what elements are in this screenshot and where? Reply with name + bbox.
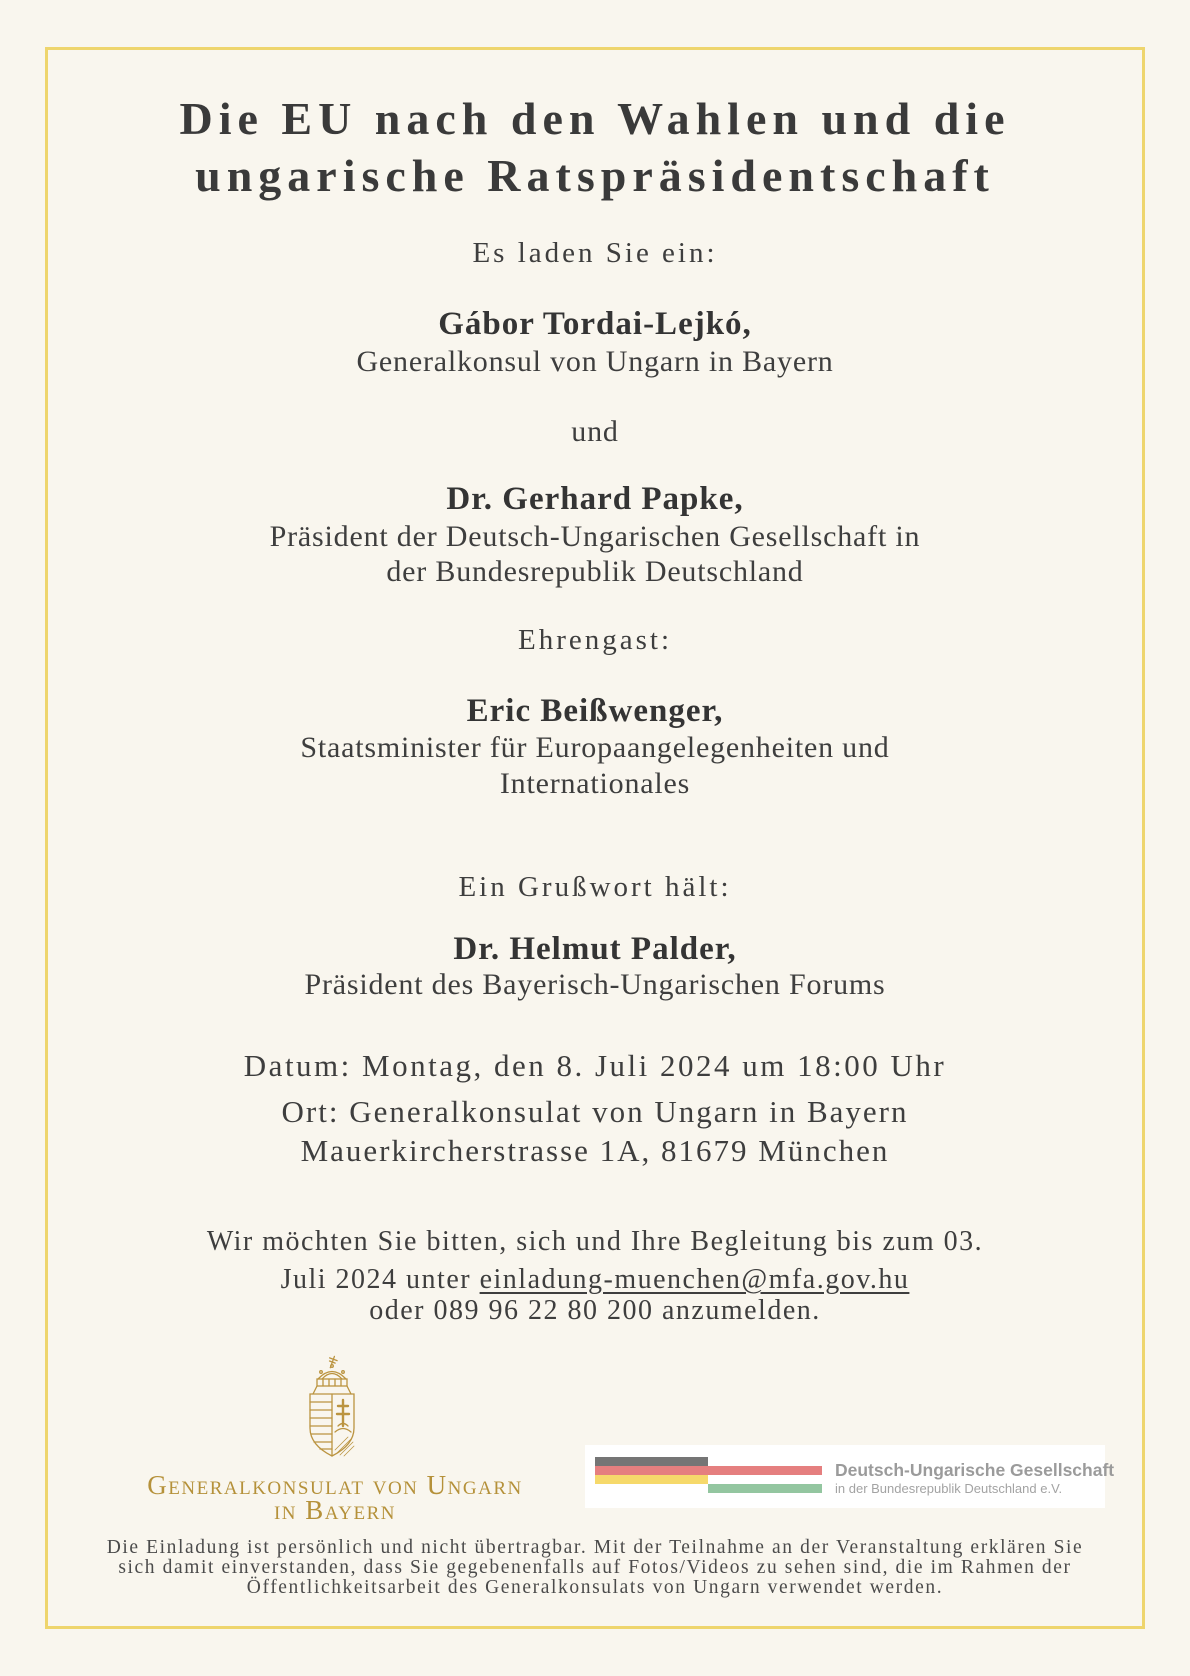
honor-label: Ehrengast: — [517, 624, 672, 656]
honor-guest-role — [0, 730, 1190, 802]
event-address: Mauerkircherstrasse 1A, 81679 München — [300, 1133, 890, 1168]
society-subtitle: in der Bundesrepublik Deutschland e.V. — [835, 1481, 1063, 1496]
host2-role-line1: Präsident der Deutsch-Ungarischen Gesellschaft in — [269, 520, 921, 553]
rsvp-line3: oder 089 96 22 80 200 anzumelden. — [369, 1295, 821, 1326]
consulate-name-line2: in Bayern — [273, 1495, 396, 1525]
page-title-line2: ungarische Ratspräsidentschaft — [195, 150, 995, 201]
greeting-label: Ein Grußwort hält: — [458, 871, 732, 903]
flag-stripe-gold — [595, 1475, 708, 1484]
honor-guest-name: Eric Beißwenger, — [466, 693, 724, 729]
event-date: Datum: Montag, den 8. Juli 2024 um 18:00 Uhr — [243, 1048, 947, 1083]
rsvp-line2 — [0, 1264, 1190, 1296]
footer-line2: sich damit einverstanden, dass Sie gegebenenfalls auf Fotos/Videos zu sehen sind, die im Rahmen der — [118, 1557, 1072, 1578]
page-title-line1: Die EU nach den Wahlen und die — [179, 93, 1011, 144]
host1-name: Gábor Tordai-Lejkó, — [438, 306, 752, 342]
rsvp-line2-prefix: Juli 2024 unter — [280, 1264, 480, 1295]
host2-role — [0, 519, 1190, 589]
host2-role-line2: der Bundesrepublik Deutschland — [386, 555, 804, 588]
consulate-name-line1: Generalkonsulat von Ungarn — [147, 1470, 523, 1500]
connector-und: und — [571, 415, 619, 448]
society-name: Deutsch-Ungarische Gesellschaft — [835, 1460, 1115, 1480]
greeter-name: Dr. Helmut Palder, — [453, 931, 737, 967]
host1-role: Generalkonsul von Ungarn in Bayern — [356, 345, 834, 378]
footer-line3: Öffentlichkeitsarbeit des Generalkonsulats von Ungarn verwendet werden. — [246, 1577, 944, 1598]
flag-stripe-green — [708, 1484, 822, 1493]
footer-line1: Die Einladung ist persönlich und nicht übertragbar. Mit der Teilnahme an der Veranstaltung erklären Sie — [106, 1537, 1084, 1558]
page-title — [0, 90, 1190, 204]
host2-name: Dr. Gerhard Papke, — [446, 481, 744, 517]
event-location: Ort: Generalkonsulat von Ungarn in Bayern — [281, 1094, 909, 1129]
flag-stripe-black — [595, 1457, 708, 1466]
hungarian-coat-of-arms-icon — [294, 1354, 370, 1466]
rsvp-line1: Wir möchten Sie bitten, sich und Ihre Begleitung bis zum 03. — [206, 1226, 984, 1257]
rsvp-email-link[interactable]: einladung-muenchen@mfa.gov.hu — [479, 1264, 910, 1295]
honor-guest-role-line1: Staatsminister für Europaangelegenheiten und — [300, 731, 890, 764]
invite-label: Es laden Sie ein: — [472, 237, 718, 269]
gold-border-frame — [45, 47, 1145, 1629]
flag-stripe-red — [595, 1466, 822, 1475]
consulate-logo-text — [90, 1470, 580, 1525]
honor-guest-role-line2: Internationales — [499, 767, 691, 800]
society-logo — [585, 1445, 1115, 1508]
greeter-role: Präsident des Bayerisch-Ungarischen Forums — [304, 968, 886, 1001]
